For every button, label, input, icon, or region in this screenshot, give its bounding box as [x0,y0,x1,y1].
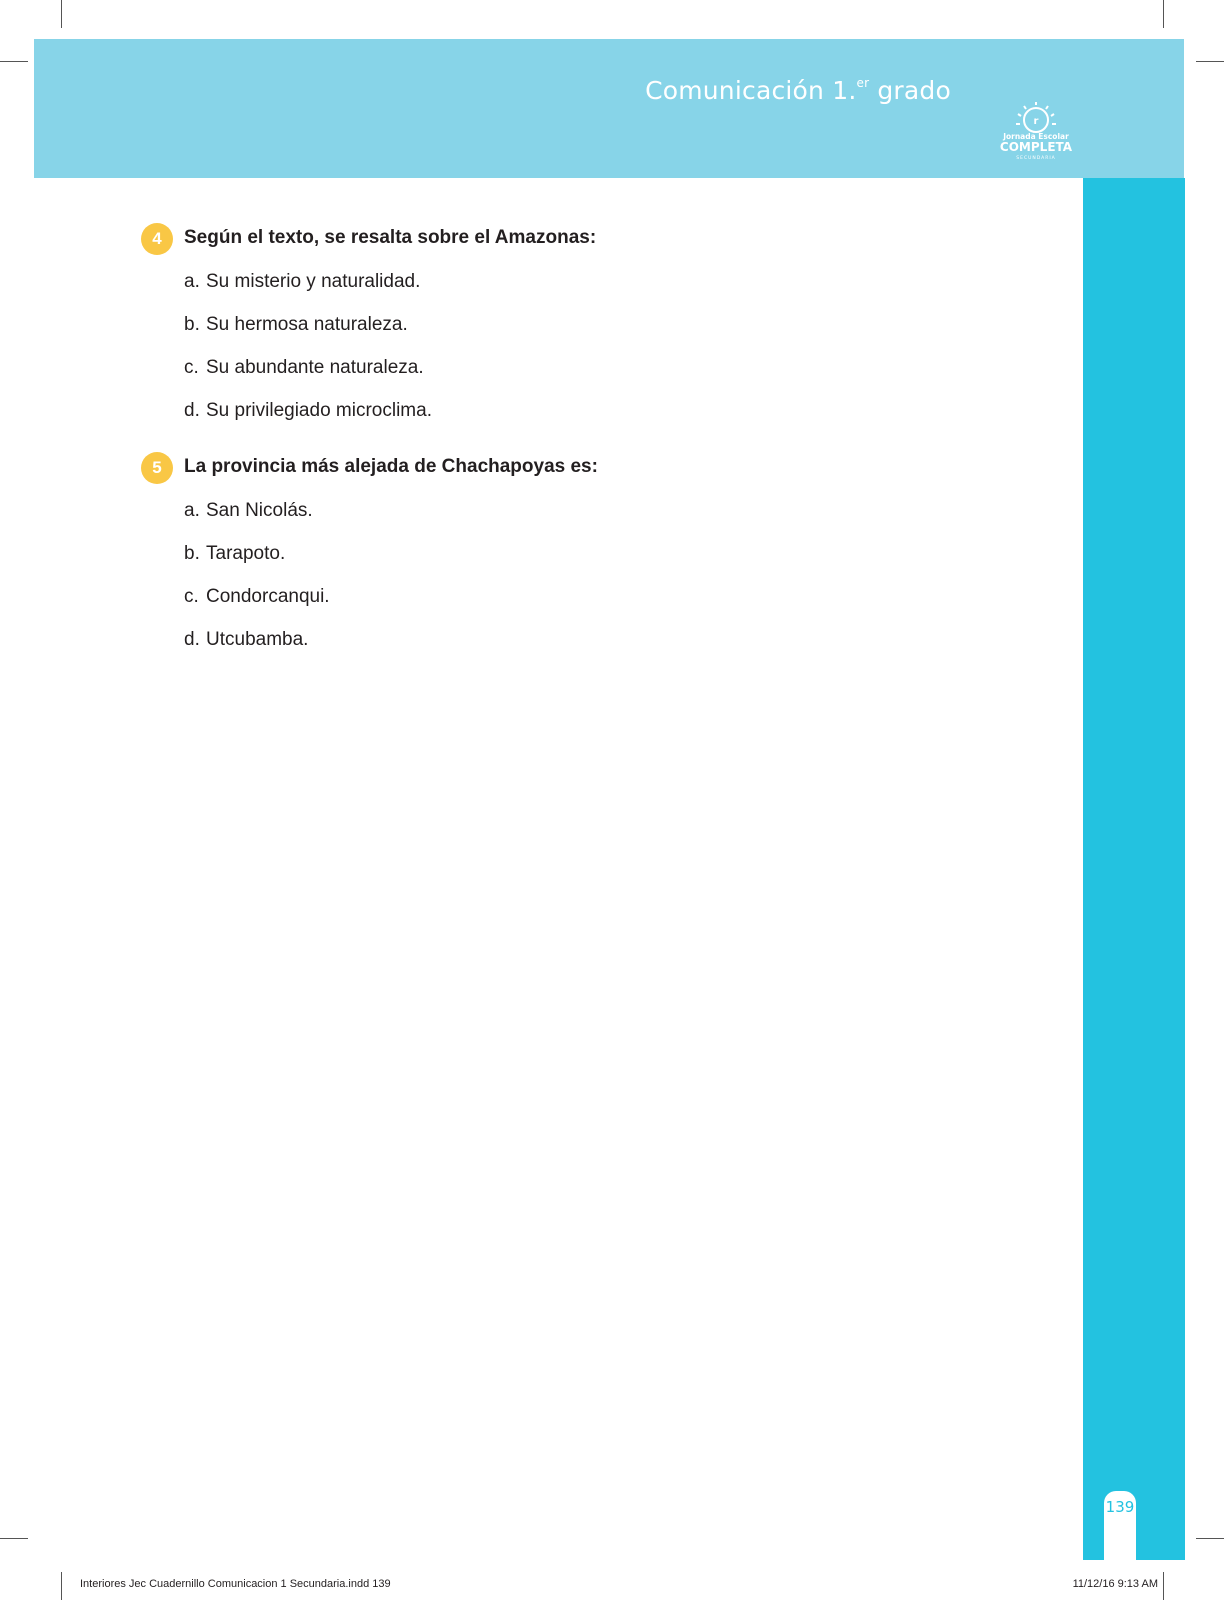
option-list [184,500,330,672]
option-text: Condorcanqui. [206,586,330,607]
option-text: San Nicolás. [206,500,313,521]
option-letter: a. [184,500,200,521]
logo-line1-mark: r [1033,116,1039,127]
option-letter: b. [184,543,200,564]
crop-mark [0,1538,28,1539]
option-item [184,543,330,586]
question-text: La provincia más alejada de Chachapoyas es: [184,456,598,477]
option-text: Su privilegiado microclima. [206,400,432,421]
crop-mark [61,0,62,28]
crop-mark [0,61,28,62]
question-number-badge: 4 [141,223,173,255]
question-number-badge: 5 [141,452,173,484]
side-bar [1083,178,1185,1560]
option-text: Utcubamba. [206,629,309,650]
option-letter: c. [184,357,199,378]
logo-line1: Jornada Escolar [1003,132,1069,141]
crop-mark [1196,61,1224,62]
crop-mark [1196,1538,1224,1539]
footer-date: 11/12/16 9:13 AM [1072,1578,1158,1590]
option-letter: c. [184,586,199,607]
option-item [184,629,330,672]
footer-file-name: Interiores Jec Cuadernillo Comunicacion 1 Secundaria.indd 139 [80,1578,391,1590]
crop-mark [1163,0,1164,28]
crop-mark [1163,1572,1164,1600]
option-text: Su abundante naturaleza. [206,357,424,378]
sun-badge-icon [992,100,1080,162]
option-item [184,271,432,314]
option-letter: b. [184,314,200,335]
page-number: 139 [1105,1498,1135,1516]
option-letter: d. [184,629,200,650]
option-letter: a. [184,271,200,292]
page-title: Comunicación 1.$^{er}$ grado [645,75,951,105]
option-item [184,500,330,543]
option-text: Su misterio y naturalidad. [206,271,421,292]
crop-mark [61,1572,62,1600]
option-item [184,400,432,443]
logo-line2: COMPLETA [999,140,1073,154]
option-item [184,586,330,629]
logo-line3: SECUNDARIA [1016,156,1056,161]
option-text: Su hermosa naturaleza. [206,314,408,335]
option-letter: d. [184,400,200,421]
option-item [184,357,432,400]
question-text: Según el texto, se resalta sobre el Amazonas: [184,227,597,248]
option-text: Tarapoto. [206,543,286,564]
option-item [184,314,432,357]
option-list [184,271,432,443]
